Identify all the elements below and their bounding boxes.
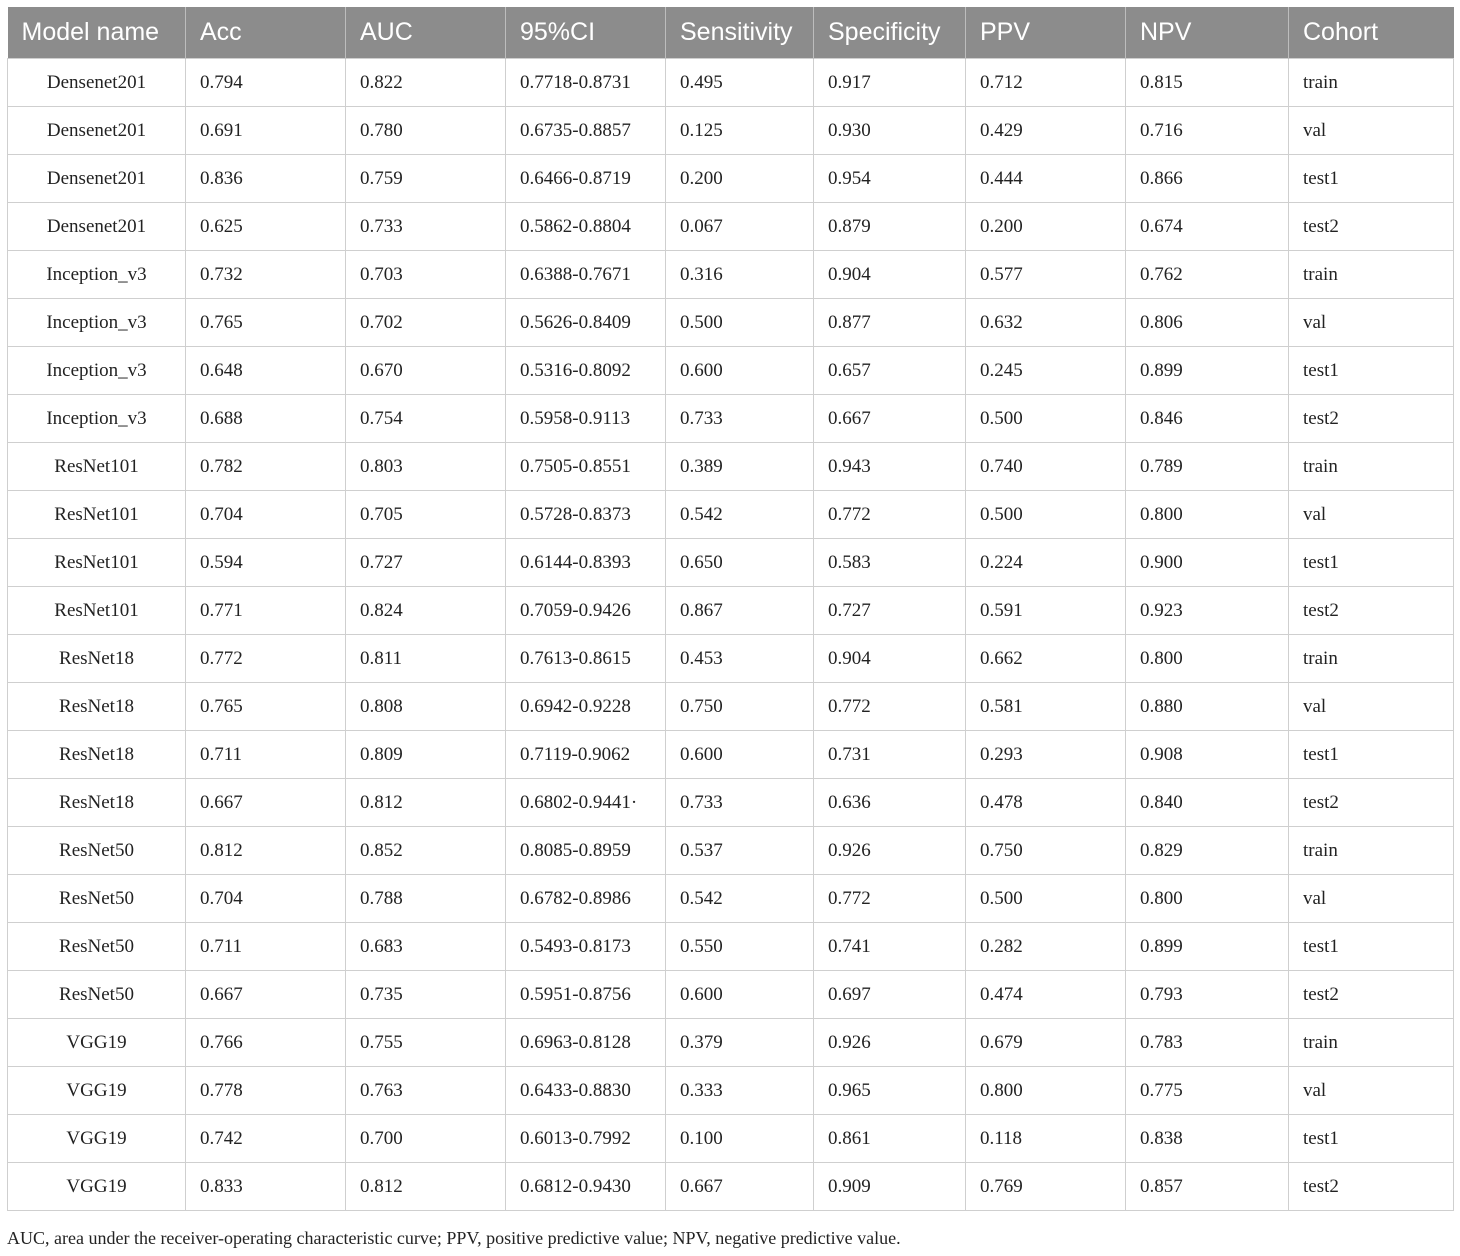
table-cell: 0.650	[666, 539, 814, 587]
table-cell: 0.500	[966, 875, 1126, 923]
table-cell: test2	[1289, 203, 1454, 251]
table-cell: val	[1289, 491, 1454, 539]
table-cell: 0.648	[186, 347, 346, 395]
table-cell: 0.500	[666, 299, 814, 347]
table-cell: train	[1289, 827, 1454, 875]
table-cell: 0.880	[1126, 683, 1289, 731]
column-header-acc: Acc	[186, 7, 346, 59]
table-cell: 0.829	[1126, 827, 1289, 875]
table-cell: 0.550	[666, 923, 814, 971]
table-cell: 0.879	[814, 203, 966, 251]
table-body	[8, 59, 1454, 1211]
table-cell: 0.775	[1126, 1067, 1289, 1115]
table-cell: 0.118	[966, 1115, 1126, 1163]
table-cell: 0.703	[346, 251, 506, 299]
table-cell: 0.6013-0.7992	[506, 1115, 666, 1163]
table-cell: 0.711	[186, 731, 346, 779]
table-cell: 0.771	[186, 587, 346, 635]
table-cell: 0.923	[1126, 587, 1289, 635]
column-header-npv: NPV	[1126, 7, 1289, 59]
table-row	[8, 635, 1454, 683]
table-cell: 0.125	[666, 107, 814, 155]
table-cell: 0.740	[966, 443, 1126, 491]
table-row	[8, 395, 1454, 443]
table-cell: 0.625	[186, 203, 346, 251]
column-header-model-name: Model name	[8, 7, 186, 59]
column-header-cohort: Cohort	[1289, 7, 1454, 59]
table-cell: ResNet50	[8, 923, 186, 971]
table-cell: train	[1289, 251, 1454, 299]
table-cell: 0.838	[1126, 1115, 1289, 1163]
table-cell: test2	[1289, 1163, 1454, 1211]
table-cell: Densenet201	[8, 155, 186, 203]
table-cell: 0.7613-0.8615	[506, 635, 666, 683]
table-cell: val	[1289, 875, 1454, 923]
table-cell: 0.6942-0.9228	[506, 683, 666, 731]
table-row	[8, 683, 1454, 731]
table-row	[8, 299, 1454, 347]
table-cell: 0.857	[1126, 1163, 1289, 1211]
table-cell: Densenet201	[8, 107, 186, 155]
table-cell: 0.697	[814, 971, 966, 1019]
table-cell: 0.667	[186, 779, 346, 827]
table-cell: 0.800	[1126, 491, 1289, 539]
table-cell: ResNet18	[8, 635, 186, 683]
table-cell: 0.765	[186, 683, 346, 731]
table-cell: 0.750	[966, 827, 1126, 875]
table-cell: 0.495	[666, 59, 814, 107]
table-row	[8, 923, 1454, 971]
table-cell: val	[1289, 107, 1454, 155]
table-cell: 0.769	[966, 1163, 1126, 1211]
table-cell: 0.877	[814, 299, 966, 347]
table-cell: 0.822	[346, 59, 506, 107]
table-row	[8, 251, 1454, 299]
table-cell: 0.632	[966, 299, 1126, 347]
table-cell: 0.282	[966, 923, 1126, 971]
table-cell: 0.577	[966, 251, 1126, 299]
table-cell: 0.667	[814, 395, 966, 443]
table-cell: 0.833	[186, 1163, 346, 1211]
table-cell: 0.245	[966, 347, 1126, 395]
table-cell: 0.712	[966, 59, 1126, 107]
table-cell: 0.954	[814, 155, 966, 203]
table-cell: 0.808	[346, 683, 506, 731]
table-cell: val	[1289, 1067, 1454, 1115]
table-cell: 0.735	[346, 971, 506, 1019]
table-cell: 0.811	[346, 635, 506, 683]
table-cell: test1	[1289, 923, 1454, 971]
table-cell: 0.6388-0.7671	[506, 251, 666, 299]
table-cell: 0.899	[1126, 347, 1289, 395]
table-cell: 0.806	[1126, 299, 1289, 347]
table-row	[8, 203, 1454, 251]
table-cell: 0.224	[966, 539, 1126, 587]
table-cell: 0.930	[814, 107, 966, 155]
table-cell: ResNet101	[8, 491, 186, 539]
table-cell: 0.600	[666, 731, 814, 779]
table-cell: 0.474	[966, 971, 1126, 1019]
table-cell: 0.6433-0.8830	[506, 1067, 666, 1115]
table-cell: 0.500	[966, 491, 1126, 539]
model-performance-table	[7, 7, 1454, 1211]
table-cell: 0.100	[666, 1115, 814, 1163]
table-cell: 0.691	[186, 107, 346, 155]
table-cell: 0.836	[186, 155, 346, 203]
table-cell: 0.5493-0.8173	[506, 923, 666, 971]
table-cell: 0.772	[814, 875, 966, 923]
table-cell: 0.759	[346, 155, 506, 203]
table-cell: 0.727	[814, 587, 966, 635]
table-cell: 0.733	[666, 779, 814, 827]
table-cell: 0.824	[346, 587, 506, 635]
table-cell: 0.679	[966, 1019, 1126, 1067]
table-cell: Inception_v3	[8, 347, 186, 395]
table-cell: 0.316	[666, 251, 814, 299]
table-cell: test1	[1289, 155, 1454, 203]
table-cell: 0.852	[346, 827, 506, 875]
table-cell: 0.594	[186, 539, 346, 587]
table-cell: 0.788	[346, 875, 506, 923]
table-cell: 0.6812-0.9430	[506, 1163, 666, 1211]
table-cell: val	[1289, 299, 1454, 347]
table-cell: 0.943	[814, 443, 966, 491]
results-table-container	[7, 7, 1453, 1211]
table-cell: VGG19	[8, 1019, 186, 1067]
table-cell: Inception_v3	[8, 251, 186, 299]
table-cell: Inception_v3	[8, 299, 186, 347]
table-cell: 0.6466-0.8719	[506, 155, 666, 203]
table-cell: test1	[1289, 539, 1454, 587]
table-cell: train	[1289, 443, 1454, 491]
table-cell: 0.6735-0.8857	[506, 107, 666, 155]
table-cell: test1	[1289, 1115, 1454, 1163]
table-cell: val	[1289, 683, 1454, 731]
table-cell: 0.900	[1126, 539, 1289, 587]
table-cell: ResNet101	[8, 587, 186, 635]
table-cell: 0.293	[966, 731, 1126, 779]
table-cell: 0.763	[346, 1067, 506, 1115]
table-cell: 0.904	[814, 251, 966, 299]
column-header-auc: AUC	[346, 7, 506, 59]
table-cell: 0.750	[666, 683, 814, 731]
table-cell: 0.702	[346, 299, 506, 347]
table-cell: 0.733	[346, 203, 506, 251]
table-row	[8, 539, 1454, 587]
table-cell: test2	[1289, 587, 1454, 635]
table-cell: 0.772	[186, 635, 346, 683]
table-cell: train	[1289, 1019, 1454, 1067]
table-cell: 0.765	[186, 299, 346, 347]
table-cell: 0.5626-0.8409	[506, 299, 666, 347]
table-cell: 0.866	[1126, 155, 1289, 203]
table-cell: 0.762	[1126, 251, 1289, 299]
table-cell: 0.800	[966, 1067, 1126, 1115]
table-cell: 0.840	[1126, 779, 1289, 827]
table-cell: 0.333	[666, 1067, 814, 1115]
table-cell: VGG19	[8, 1115, 186, 1163]
table-cell: 0.812	[346, 779, 506, 827]
table-row	[8, 347, 1454, 395]
table-cell: 0.067	[666, 203, 814, 251]
table-footnote: AUC, area under the receiver-operating characteristic curve; PPV, positive predictive value; NPV, negative predictive value.	[7, 1228, 901, 1248]
table-cell: 0.965	[814, 1067, 966, 1115]
table-cell: test1	[1289, 347, 1454, 395]
table-cell: 0.754	[346, 395, 506, 443]
table-cell: 0.591	[966, 587, 1126, 635]
table-cell: ResNet50	[8, 827, 186, 875]
table-row	[8, 779, 1454, 827]
table-cell: 0.5316-0.8092	[506, 347, 666, 395]
table-row	[8, 155, 1454, 203]
table-cell: 0.861	[814, 1115, 966, 1163]
table-cell: 0.741	[814, 923, 966, 971]
table-cell: 0.537	[666, 827, 814, 875]
table-cell: ResNet50	[8, 971, 186, 1019]
table-cell: ResNet18	[8, 779, 186, 827]
table-cell: 0.674	[1126, 203, 1289, 251]
table-cell: 0.7505-0.8551	[506, 443, 666, 491]
table-cell: 0.600	[666, 971, 814, 1019]
table-cell: 0.6802-0.9441·	[506, 779, 666, 827]
table-cell: 0.688	[186, 395, 346, 443]
table-cell: 0.780	[346, 107, 506, 155]
table-cell: test1	[1289, 731, 1454, 779]
table-cell: 0.379	[666, 1019, 814, 1067]
table-cell: ResNet50	[8, 875, 186, 923]
table-cell: 0.711	[186, 923, 346, 971]
table-cell: 0.793	[1126, 971, 1289, 1019]
table-cell: 0.5862-0.8804	[506, 203, 666, 251]
table-cell: 0.700	[346, 1115, 506, 1163]
table-cell: 0.846	[1126, 395, 1289, 443]
table-cell: 0.670	[346, 347, 506, 395]
table-cell: 0.812	[186, 827, 346, 875]
table-cell: 0.742	[186, 1115, 346, 1163]
table-cell: 0.705	[346, 491, 506, 539]
table-cell: 0.5958-0.9113	[506, 395, 666, 443]
table-cell: VGG19	[8, 1163, 186, 1211]
table-cell: 0.909	[814, 1163, 966, 1211]
table-row	[8, 587, 1454, 635]
table-cell: 0.5728-0.8373	[506, 491, 666, 539]
table-cell: test2	[1289, 395, 1454, 443]
table-cell: 0.6782-0.8986	[506, 875, 666, 923]
table-cell: 0.815	[1126, 59, 1289, 107]
table-cell: 0.731	[814, 731, 966, 779]
table-cell: 0.581	[966, 683, 1126, 731]
table-cell: 0.800	[1126, 875, 1289, 923]
table-cell: 0.600	[666, 347, 814, 395]
table-header-row	[8, 7, 1454, 59]
table-cell: 0.727	[346, 539, 506, 587]
column-header-95-ci: 95%CI	[506, 7, 666, 59]
table-cell: 0.904	[814, 635, 966, 683]
table-cell: 0.917	[814, 59, 966, 107]
table-cell: test2	[1289, 971, 1454, 1019]
column-header-ppv: PPV	[966, 7, 1126, 59]
table-cell: 0.683	[346, 923, 506, 971]
table-cell: 0.812	[346, 1163, 506, 1211]
table-cell: 0.7718-0.8731	[506, 59, 666, 107]
table-cell: 0.926	[814, 827, 966, 875]
table-cell: ResNet18	[8, 683, 186, 731]
table-cell: 0.500	[966, 395, 1126, 443]
table-cell: 0.800	[1126, 635, 1289, 683]
table-row	[8, 443, 1454, 491]
table-cell: Inception_v3	[8, 395, 186, 443]
table-cell: 0.657	[814, 347, 966, 395]
table-cell: 0.8085-0.8959	[506, 827, 666, 875]
table-cell: 0.5951-0.8756	[506, 971, 666, 1019]
table-cell: 0.908	[1126, 731, 1289, 779]
table-cell: 0.200	[966, 203, 1126, 251]
table-cell: 0.899	[1126, 923, 1289, 971]
table-cell: 0.478	[966, 779, 1126, 827]
table-cell: 0.733	[666, 395, 814, 443]
table-row	[8, 1067, 1454, 1115]
table-cell: 0.542	[666, 875, 814, 923]
table-row	[8, 827, 1454, 875]
table-cell: 0.755	[346, 1019, 506, 1067]
table-cell: Densenet201	[8, 203, 186, 251]
table-row	[8, 971, 1454, 1019]
table-cell: ResNet18	[8, 731, 186, 779]
table-cell: train	[1289, 635, 1454, 683]
table-cell: 0.667	[666, 1163, 814, 1211]
table-cell: 0.772	[814, 683, 966, 731]
table-cell: 0.732	[186, 251, 346, 299]
table-row	[8, 59, 1454, 107]
column-header-sensitivity: Sensitivity	[666, 7, 814, 59]
table-cell: 0.7119-0.9062	[506, 731, 666, 779]
table-row	[8, 491, 1454, 539]
table-cell: 0.778	[186, 1067, 346, 1115]
table-cell: ResNet101	[8, 443, 186, 491]
table-row	[8, 1163, 1454, 1211]
table-cell: 0.667	[186, 971, 346, 1019]
table-cell: 0.453	[666, 635, 814, 683]
table-cell: 0.704	[186, 491, 346, 539]
table-cell: 0.200	[666, 155, 814, 203]
column-header-specificity: Specificity	[814, 7, 966, 59]
table-cell: 0.429	[966, 107, 1126, 155]
table-cell: 0.772	[814, 491, 966, 539]
table-row	[8, 1019, 1454, 1067]
table-cell: 0.583	[814, 539, 966, 587]
table-cell: ResNet101	[8, 539, 186, 587]
table-row	[8, 731, 1454, 779]
table-cell: 0.6963-0.8128	[506, 1019, 666, 1067]
table-cell: 0.782	[186, 443, 346, 491]
table-cell: 0.794	[186, 59, 346, 107]
table-cell: 0.389	[666, 443, 814, 491]
table-cell: 0.704	[186, 875, 346, 923]
table-row	[8, 107, 1454, 155]
table-cell: 0.803	[346, 443, 506, 491]
table-cell: Densenet201	[8, 59, 186, 107]
table-cell: 0.783	[1126, 1019, 1289, 1067]
table-cell: 0.444	[966, 155, 1126, 203]
table-cell: 0.867	[666, 587, 814, 635]
table-cell: train	[1289, 59, 1454, 107]
table-cell: 0.789	[1126, 443, 1289, 491]
table-cell: 0.809	[346, 731, 506, 779]
table-cell: 0.926	[814, 1019, 966, 1067]
table-cell: 0.766	[186, 1019, 346, 1067]
table-cell: 0.7059-0.9426	[506, 587, 666, 635]
table-cell: 0.636	[814, 779, 966, 827]
table-cell: 0.662	[966, 635, 1126, 683]
table-row	[8, 1115, 1454, 1163]
table-cell: 0.6144-0.8393	[506, 539, 666, 587]
table-cell: test2	[1289, 779, 1454, 827]
table-row	[8, 875, 1454, 923]
table-cell: VGG19	[8, 1067, 186, 1115]
table-cell: 0.542	[666, 491, 814, 539]
table-cell: 0.716	[1126, 107, 1289, 155]
